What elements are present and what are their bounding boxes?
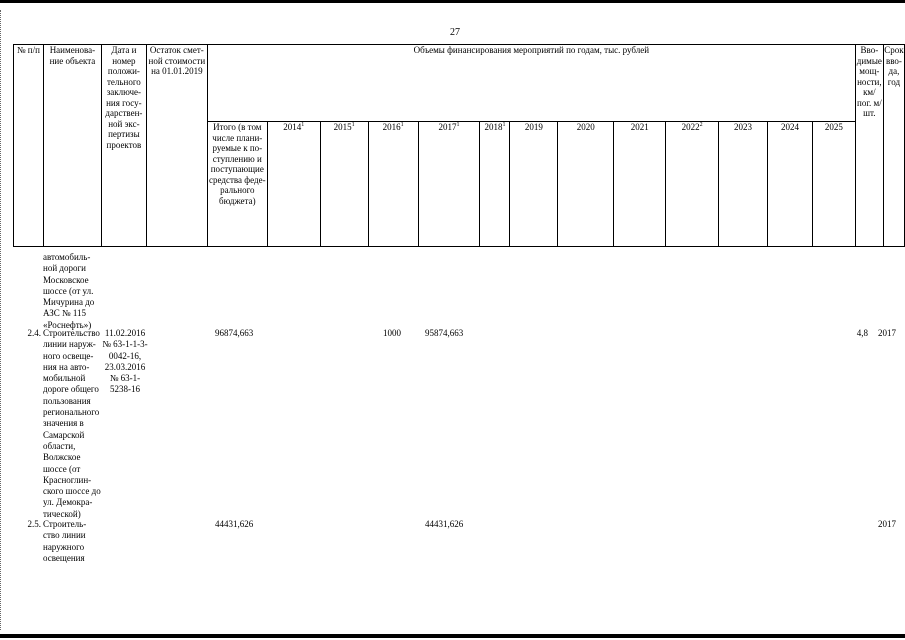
table-header <box>13 44 905 247</box>
row-2-4-2017: 95874,663 <box>425 328 464 338</box>
row-continuation-name: автомобиль-ной дороги Московское шоссе (от ул. Мичурина до АЗС № 115 «Роснефть») <box>43 252 95 330</box>
row-2-5-2017: 44431,626 <box>425 519 464 529</box>
row-2-4-total: 96874,663 <box>215 328 254 338</box>
row-2-4-name: Строительство линии наруж-ного освеще-ния на авто-мобильной дороге общего пользования регионального значения в Самарской области, Волжское шоссе (от Красноглин-ского шоссе до ул. Демокра-тической) <box>43 328 101 519</box>
row-2-5-name: Строитель-ство линии наружного освещения <box>43 519 87 563</box>
header-date: Дата и номер положи-тельного заключе-ния госу-дарствен-ной экс-пертизы проектов <box>101 45 146 247</box>
header-year: 2022$^2$ <box>666 122 719 247</box>
header-year: 2025 <box>812 122 855 247</box>
row-2-5-term: 2017 <box>878 519 896 529</box>
row-2-5-total: 44431,626 <box>215 519 254 529</box>
header-num: № п/п <box>14 45 44 247</box>
header-capacity: Вво-димые мощ-ности, км/ пог. м/шт. <box>855 45 883 247</box>
bottom-border-line <box>0 634 905 638</box>
row-2-4-2016: 1000 <box>383 328 401 338</box>
header-year: 2017$^1$ <box>418 122 480 247</box>
header-year: 2019 <box>510 122 558 247</box>
header-balance: Остаток смет-ной стоимости на 01.01.2019 <box>146 45 207 247</box>
header-year: 2021 <box>614 122 666 247</box>
header-volumes: Объемы финансирования мероприятий по годам, тыс. рублей <box>207 45 855 122</box>
row-2-4-capacity: 4,8 <box>856 328 868 338</box>
row-2-5-num: 2.5. <box>27 519 41 529</box>
header-year: 2018$^1$ <box>480 122 510 247</box>
row-2-4-date: 11.02.2016 № 63-1-1-3-0042-16, 23.03.2016 № 63-1-5238-16 <box>102 328 148 395</box>
header-year: 2016$^1$ <box>368 122 418 247</box>
page-number: 27 <box>450 27 460 38</box>
top-border-line <box>0 0 905 3</box>
left-margin-marks <box>0 10 3 630</box>
header-year: 2023 <box>719 122 768 247</box>
row-2-4-num: 2.4. <box>27 328 41 338</box>
header-name: Наименова-ние объекта <box>43 45 101 247</box>
header-year: 2015$^1$ <box>320 122 368 247</box>
header-year: 2014$^1$ <box>267 122 320 247</box>
header-total: Итого (в том числе плани-руемые к по-ступлению и поступающие средства феде-рального бюджета) <box>207 122 267 247</box>
header-term: Срок вво-да, год <box>883 45 904 247</box>
header-year: 2020 <box>558 122 614 247</box>
header-year: 2024 <box>768 122 813 247</box>
row-2-4-term: 2017 <box>878 328 896 338</box>
